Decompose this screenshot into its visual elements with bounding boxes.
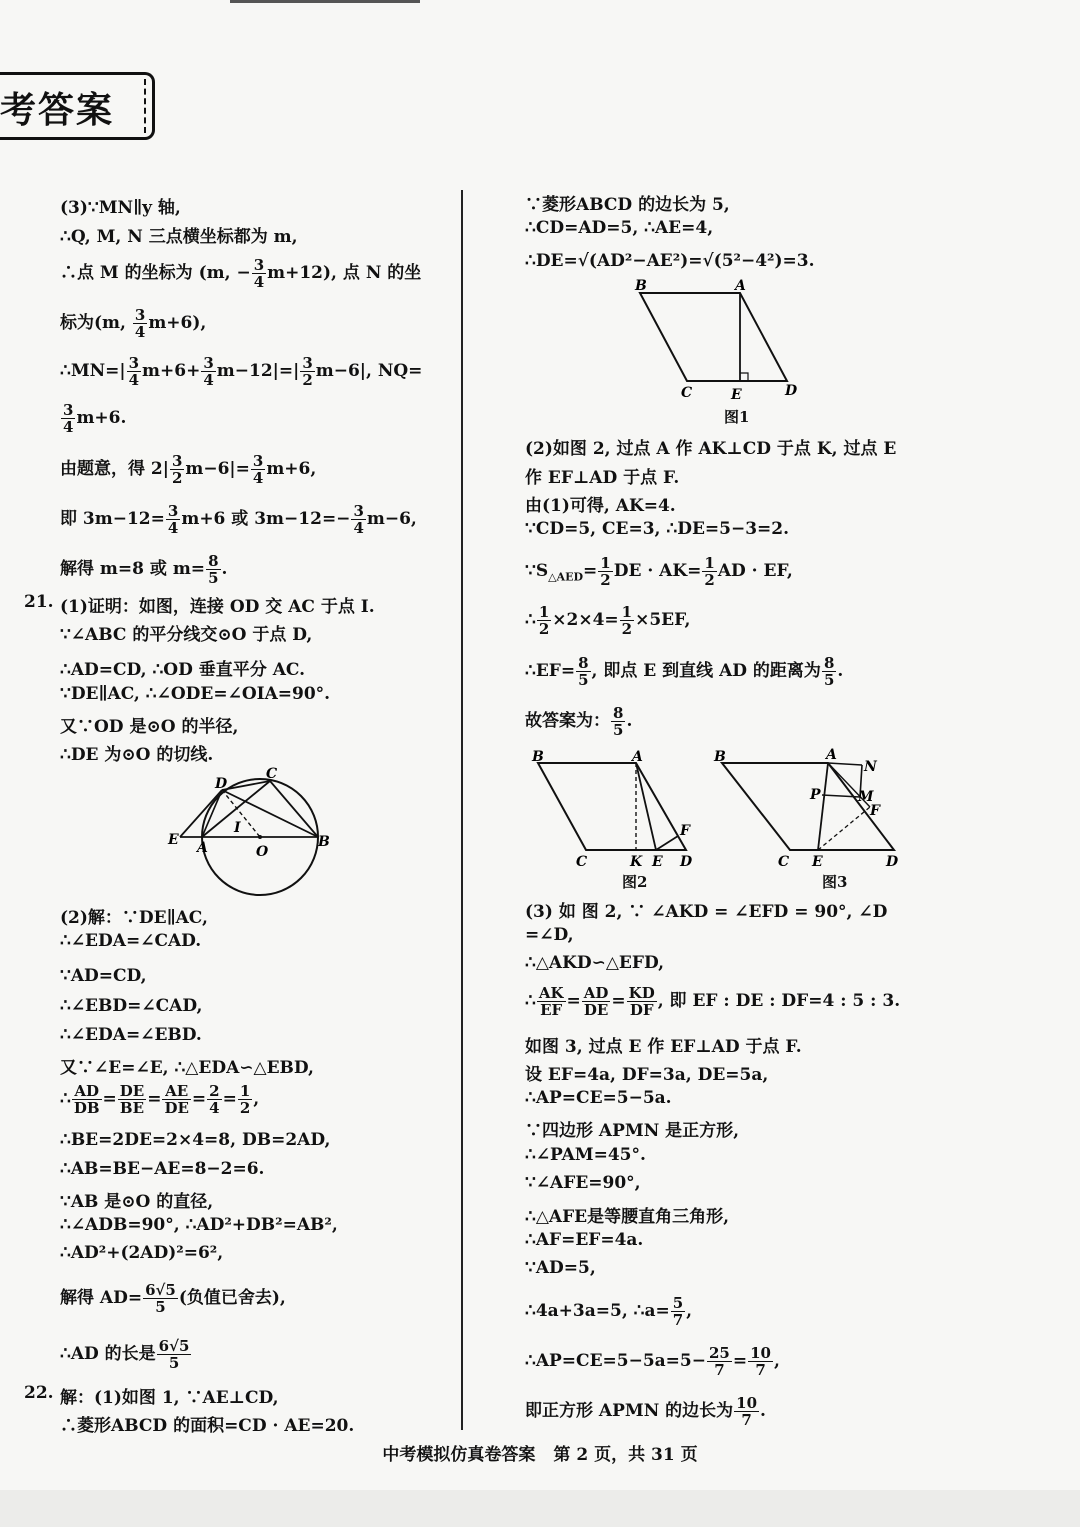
svg-text:P: P: [810, 787, 821, 803]
text-line: ∴4a+3a=5, ∴a= $\frac{5}{7}$ ,: [525, 1294, 693, 1329]
text-line: ∴DE 为⊙O 的切线.: [60, 745, 214, 765]
text-line: 又∵∠E=∠E, ∴△EDA∽△EBD,: [60, 1058, 314, 1078]
text-line: ∴ $\frac{AD}{DB}$ = $\frac{DE}{BE}$ = $\frac{AE}{DE}$ = $\frac{2}{4}$ = $\frac{1}{2}$ ,: [60, 1082, 260, 1117]
svg-text:C: C: [576, 854, 588, 870]
figure-1: [625, 275, 805, 409]
text-line: ∴AF=EF=4a.: [525, 1230, 644, 1250]
text-line: $\because S_{\triangle AED}=$ $\frac{1}{2}$ DE · AK= $\frac{1}{2}$ AD · EF,: [525, 554, 793, 589]
svg-text:O: O: [256, 844, 269, 860]
text-line: ∵菱形ABCD 的边长为 5,: [525, 195, 730, 215]
svg-text:C: C: [681, 385, 693, 401]
text-line: 设 EF=4a, DF=3a, DE=5a,: [525, 1065, 769, 1085]
svg-text:C: C: [778, 854, 790, 870]
text-line: ∴BE=2DE=2×4=8, DB=2AD,: [60, 1130, 331, 1150]
text-line: ∴菱形ABCD 的面积=CD · AE=20.: [60, 1416, 355, 1436]
circle-figure: [160, 762, 340, 906]
text-line: ∴△AFE是等腰直角三角形,: [525, 1207, 730, 1227]
text-line: $\frac{3}{4}$ m+6.: [63, 401, 127, 436]
text-line: ∵AD=CD,: [60, 966, 147, 986]
text-line: 又∵OD 是⊙O 的半径,: [60, 717, 239, 737]
svg-text:K: K: [630, 854, 643, 870]
footer-page-number: 第 2 页，共 31 页: [553, 1445, 698, 1465]
text-line: =∠D,: [525, 925, 574, 945]
svg-text:E: E: [731, 387, 742, 403]
svg-text:E: E: [168, 832, 179, 848]
svg-text:D: D: [886, 854, 899, 870]
text-line: ∵∠ABC 的平分线交⊙O 于点 D,: [60, 625, 313, 645]
figure-2: [528, 745, 703, 874]
svg-text:C: C: [266, 766, 278, 782]
svg-text:D: D: [215, 776, 228, 792]
figure-3: [712, 745, 907, 874]
text-line: ∴点 M 的坐标为 (m, − $\frac{3}{4}$ m+12), 点 N 的坐: [60, 256, 422, 291]
text-line: ∴AP=CE=5−5a.: [525, 1088, 672, 1108]
svg-text:D: D: [785, 383, 798, 399]
svg-text:M: M: [858, 789, 874, 805]
text-line: ∴DE=√(AD²−AE²)=√(5²−4²)=3.: [525, 251, 815, 271]
page-footer: [0, 1440, 1080, 1465]
svg-text:A: A: [632, 749, 643, 765]
text-line: (2)解：∵DE∥AC,: [60, 908, 208, 928]
text-line: ∴AD²+(2AD)²=6²,: [60, 1243, 224, 1263]
text-line: ∴△AKD∽△EFD,: [525, 953, 664, 973]
figure-2-caption: 图2: [622, 873, 648, 891]
text-line: 解得 AD= $\frac{6√5}{5}$ (负值已舍去),: [60, 1281, 286, 1316]
svg-text:B: B: [532, 749, 544, 765]
text-line: 标为(m, $\frac{3}{4}$ m+6),: [60, 306, 207, 341]
text-line: (2)如图 2, 过点 A 作 AK⊥CD 于点 K, 过点 E: [525, 439, 897, 459]
text-line: ∵DE∥AC, ∴∠ODE=∠OIA=90°.: [60, 684, 331, 704]
text-line: 即 3m−12= $\frac{3}{4}$ m+6 或 3m−12=− $\frac{3}{4}$ m−6,: [60, 502, 417, 537]
text-line: 故答案为： $\frac{8}{5}$ .: [525, 704, 633, 739]
svg-text:B: B: [635, 278, 647, 294]
text-line: ∴MN=| $\frac{3}{4}$ m+6+ $\frac{3}{4}$ m−12|=| $\frac{3}{2}$ m−6|, NQ=: [60, 354, 423, 389]
text-line: ∴∠EDA=∠EBD.: [60, 1025, 202, 1045]
column-divider: [461, 190, 463, 1430]
svg-text:I: I: [234, 820, 241, 836]
text-line: ∴AD 的长是 $\frac{6√5}{5}$: [60, 1337, 190, 1372]
text-line: ∴∠ADB=90°, ∴AD²+DB²=AB²,: [60, 1215, 338, 1235]
figure-3-caption: 图3: [822, 873, 848, 891]
text-line: ∴∠EDA=∠CAD.: [60, 931, 202, 951]
svg-text:A: A: [826, 747, 837, 763]
text-line: ∴AD=CD, ∴OD 垂直平分 AC.: [60, 660, 306, 680]
text-line: ∵四边形 APMN 是正方形,: [525, 1121, 740, 1141]
svg-text:B: B: [714, 749, 726, 765]
svg-text:E: E: [652, 854, 663, 870]
text-line: 由(1)可得, AK=4.: [525, 496, 676, 516]
text-line: ∵∠AFE=90°,: [525, 1173, 641, 1193]
svg-text:A: A: [735, 278, 746, 294]
text-line: ∴∠PAM=45°.: [525, 1145, 646, 1165]
text-line: ∴CD=AD=5, ∴AE=4,: [525, 218, 714, 238]
text-line: ∵AB 是⊙O 的直径,: [60, 1192, 214, 1212]
text-line: 由题意，得 2| $\frac{3}{2}$ m−6|= $\frac{3}{4}$ m+6,: [60, 452, 317, 487]
svg-text:B: B: [318, 834, 330, 850]
text-line: 作 EF⊥AD 于点 F.: [525, 468, 680, 488]
text-line: 解：(1)如图 1, ∵AE⊥CD,: [60, 1388, 279, 1408]
svg-text:A: A: [197, 840, 208, 856]
text-line: 即正方形 APMN 的边长为 $\frac{10}{7}$ .: [525, 1394, 766, 1429]
text-line: (1)证明：如图，连接 OD 交 AC 于点 I.: [60, 597, 375, 617]
text-line: ∵CD=5, CE=3, ∴DE=5−3=2.: [525, 519, 790, 539]
question-number: 21.: [24, 592, 54, 612]
text-line: (3)∵MN∥y 轴,: [60, 198, 181, 218]
text-line: ∴ $\frac{1}{2}$ ×2×4= $\frac{1}{2}$ ×5EF,: [525, 603, 691, 638]
text-line: 解得 m=8 或 m= $\frac{8}{5}$ .: [60, 552, 228, 587]
svg-text:E: E: [812, 854, 823, 870]
text-line: ∵AD=5,: [525, 1258, 596, 1278]
footer-title: 中考模拟仿真卷答案: [382, 1445, 536, 1465]
svg-text:D: D: [680, 854, 693, 870]
question-number: 22.: [24, 1383, 54, 1403]
svg-text:F: F: [680, 823, 690, 839]
svg-text:F: F: [870, 803, 880, 819]
text-line: ∴AP=CE=5−5a=5− $\frac{25}{7}$ = $\frac{10}{7}$ ,: [525, 1344, 780, 1379]
text-line: ∴EF= $\frac{8}{5}$ , 即点 E 到直线 AD 的距离为 $\frac{8}{5}$ .: [525, 654, 844, 689]
svg-text:N: N: [864, 759, 877, 775]
text-line: ∴AB=BE−AE=8−2=6.: [60, 1159, 265, 1179]
bottom-margin: [0, 1490, 1080, 1527]
text-line: ∴ $\frac{AK}{EF}$ = $\frac{AD}{DE}$ = $\frac{KD}{DF}$ , 即 EF : DE : DF=4 : 5 : 3.: [525, 984, 901, 1019]
figure-1-caption: 图1: [724, 408, 750, 426]
text-line: ∴Q, M, N 三点横坐标都为 m,: [60, 227, 298, 247]
page-title: 考答案: [0, 90, 115, 131]
text-line: ∴∠EBD=∠CAD,: [60, 996, 203, 1016]
top-rule: [230, 0, 420, 3]
text-line: 如图 3, 过点 E 作 EF⊥AD 于点 F.: [525, 1037, 802, 1057]
text-line: (3) 如 图 2, ∵ ∠AKD = ∠EFD = 90°, ∠D: [525, 902, 888, 922]
